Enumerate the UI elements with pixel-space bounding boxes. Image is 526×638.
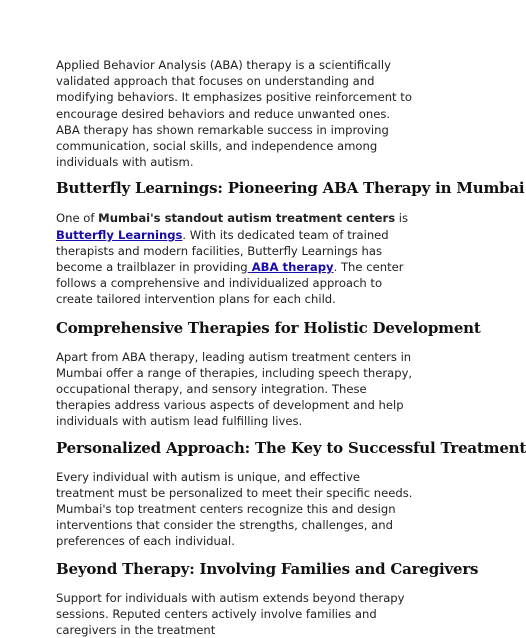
butterfly-learnings-paragraph bbox=[56, 210, 416, 307]
comprehensive-therapies-paragraph: Apart from ABA therapy, leading autism treatment centers in Mumbai offer a range of therapies, including speech therapy, occupational therapy, and sensory integration. These therapies address various aspects of development and help individuals with autism lead fulfilling lives. bbox=[56, 349, 413, 429]
personalized-approach-paragraph: Every individual with autism is unique, and effective treatment must be personalized to meet their specific needs. Mumbai's top treatment centers recognize this and design interventions that consider the strengths, challenges, and preferences of each individual. bbox=[56, 469, 413, 549]
section-heading-comprehensive-therapies: Comprehensive Therapies for Holistic Development bbox=[56, 318, 481, 337]
beyond-therapy-paragraph: Support for individuals with autism extends beyond therapy sessions. Reputed centers actively involve families and caregivers in the treatment bbox=[56, 590, 405, 638]
paragraph-text: is bbox=[395, 211, 409, 226]
document-page bbox=[56, 57, 526, 638]
section-heading-personalized-approach: Personalized Approach: The Key to Successful Treatment bbox=[56, 438, 526, 457]
paragraph-text: . The center follows a comprehensive and individualized approach to create tailored intervention plans for each child. bbox=[56, 260, 404, 307]
paragraph-text: One of bbox=[56, 211, 99, 226]
intro-paragraph: Applied Behavior Analysis (ABA) therapy is a scientifically validated approach that focuses on understanding and modifying behaviors. It emphasizes positive reinforcement to encourage desired behaviors and reduce unwanted ones. ABA therapy has shown remarkable success in improving communication, social skills, and independence among individuals with autism. bbox=[56, 58, 412, 170]
aba-therapy-link[interactable]: ABA therapy bbox=[247, 260, 334, 275]
section-heading-butterfly-learnings: Butterfly Learnings: Pioneering ABA Therapy in Mumbai bbox=[56, 179, 525, 198]
paragraph-text: . With its dedicated team of trained therapists and modern facilities, Butterfly Learnings has become a trailblazer in providing bbox=[56, 227, 389, 275]
bold-phrase-autism-centers: Mumbai's standout autism treatment centers bbox=[98, 211, 396, 226]
butterfly-learnings-link[interactable]: Butterfly Learnings bbox=[56, 227, 183, 242]
section-heading-beyond-therapy: Beyond Therapy: Involving Families and Caregivers bbox=[56, 559, 479, 578]
